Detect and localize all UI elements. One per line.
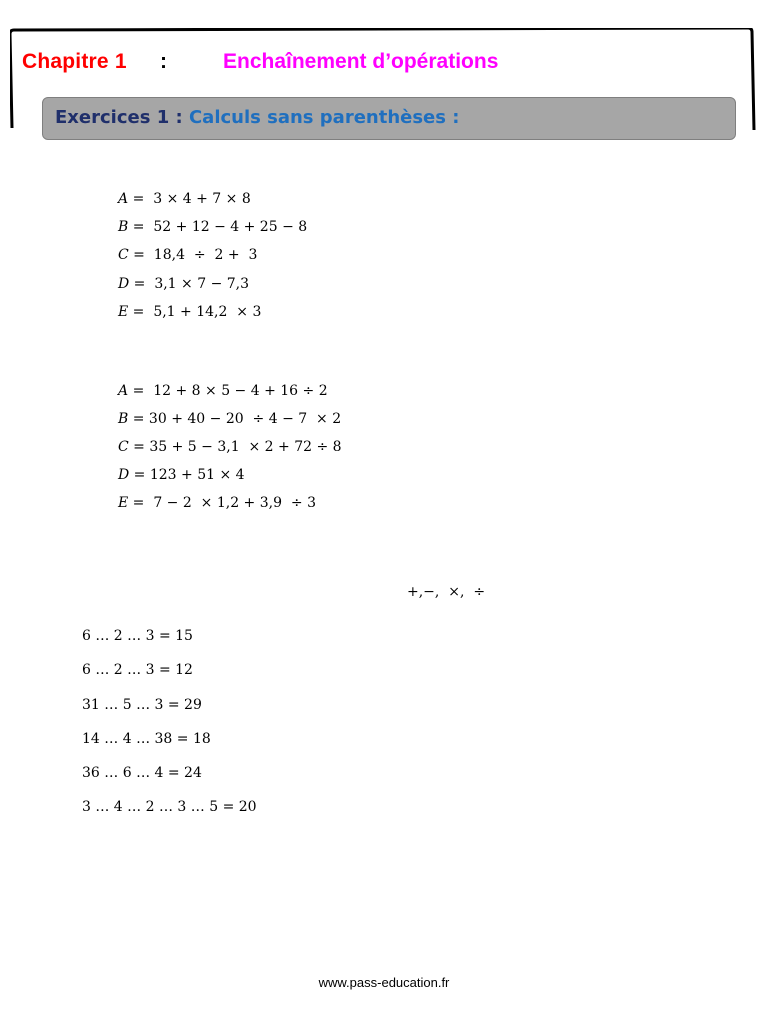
equation-variable: B	[118, 219, 129, 235]
equation-variable: E	[118, 495, 129, 511]
equation-variable: D	[118, 276, 130, 292]
equation-row	[118, 304, 261, 320]
equation-row	[118, 247, 257, 263]
equation-expression: = 18,4 ÷ 2 + 3	[128, 247, 258, 263]
equation-variable: C	[118, 247, 129, 263]
equation-expression: = 52 + 12 − 4 + 25 − 8	[128, 219, 308, 235]
equation-row	[118, 411, 341, 427]
fill-in-item: 36 … 6 … 4 = 24	[82, 765, 202, 781]
equation-expression: = 30 + 40 − 20 ÷ 4 − 7 × 2	[128, 411, 342, 427]
fill-in-item: 6 … 2 … 3 = 15	[82, 628, 193, 644]
footer-url[interactable]: www.pass-education.fr	[318, 975, 450, 990]
equation-expression: = 12 + 8 × 5 − 4 + 16 ÷ 2	[128, 383, 328, 399]
equation-variable: B	[118, 411, 129, 427]
exercise-title: Calculs sans parenthèses :	[188, 107, 460, 128]
equation-variable: A	[118, 383, 129, 399]
equation-variable: E	[118, 304, 129, 320]
equation-row	[118, 467, 245, 483]
chapter-label: Chapitre 1	[22, 50, 127, 73]
equation-expression: = 3,1 × 7 − 7,3	[129, 276, 250, 292]
exercise-heading	[55, 107, 459, 128]
chapter-colon: :	[160, 50, 167, 73]
equation-row	[118, 383, 328, 399]
equation-expression: = 3 × 4 + 7 × 8	[128, 191, 251, 207]
equation-expression: = 5,1 + 14,2 × 3	[128, 304, 262, 320]
exercise-label: Exercices 1 :	[55, 107, 183, 128]
operators-list: +,−, ×, ÷	[407, 584, 486, 600]
equation-row	[118, 495, 316, 511]
equation-row	[118, 439, 342, 455]
chapter-title: Enchaînement d’opérations	[223, 50, 499, 73]
equation-row	[118, 219, 307, 235]
fill-in-item: 31 … 5 … 3 = 29	[82, 697, 202, 713]
equation-expression: = 7 − 2 × 1,2 + 3,9 ÷ 3	[128, 495, 316, 511]
equation-row	[118, 191, 251, 207]
fill-in-item: 14 … 4 … 38 = 18	[82, 731, 211, 747]
equation-variable: D	[118, 467, 130, 483]
equation-row	[118, 276, 249, 292]
fill-in-item: 3 … 4 … 2 … 3 … 5 = 20	[82, 799, 257, 815]
equation-variable: C	[118, 439, 129, 455]
equation-expression: = 35 + 5 − 3,1 × 2 + 72 ÷ 8	[128, 439, 342, 455]
equation-variable: A	[118, 191, 129, 207]
fill-in-item: 6 … 2 … 3 = 12	[82, 662, 193, 678]
equation-expression: = 123 + 51 × 4	[129, 467, 245, 483]
exercise-banner	[42, 97, 736, 140]
